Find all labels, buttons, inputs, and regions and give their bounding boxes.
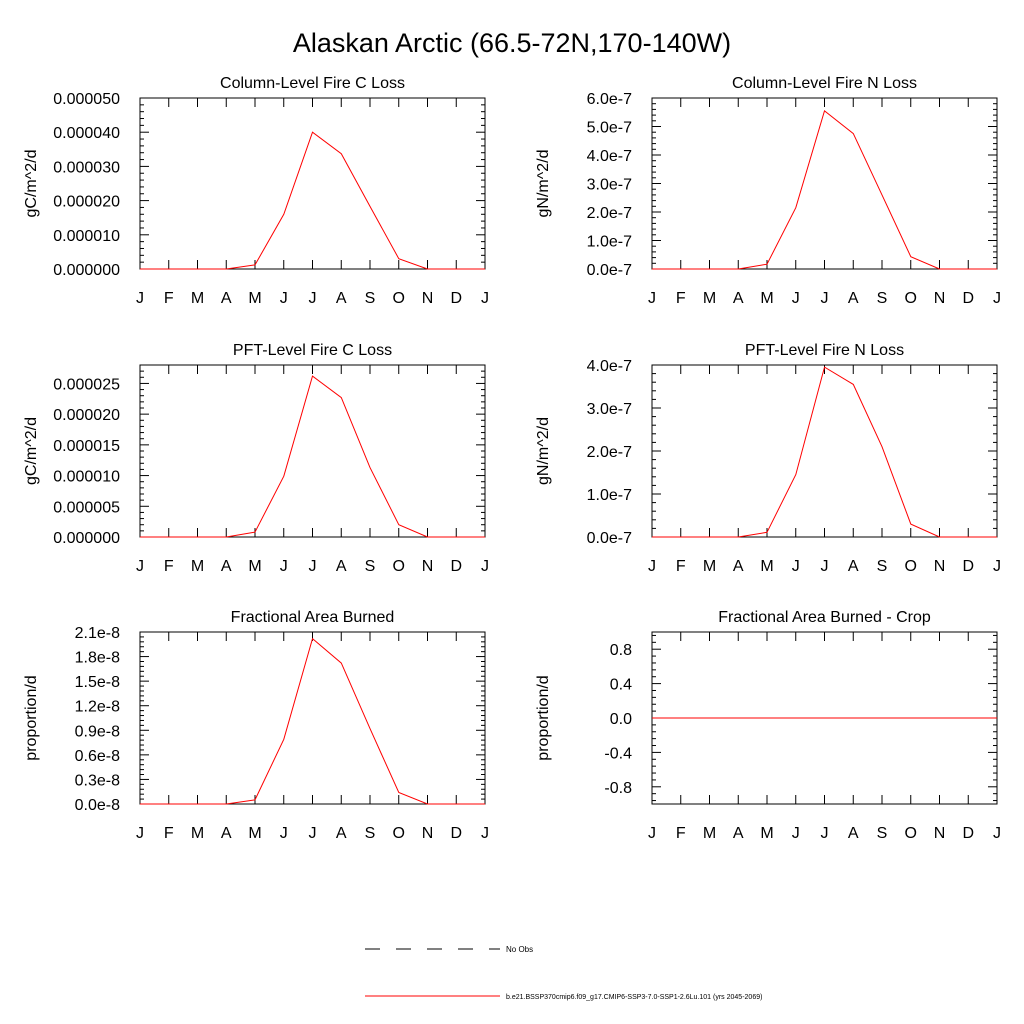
- y-axis-label: gN/m^2/d: [535, 149, 552, 218]
- y-tick-label: 0.000020: [53, 193, 120, 211]
- x-tick-label: F: [675, 290, 686, 307]
- x-tick-label: J: [820, 558, 829, 575]
- x-tick-label: M: [248, 290, 262, 307]
- y-tick-label: 0.000005: [53, 499, 120, 517]
- x-tick-label: J: [648, 825, 656, 842]
- x-tick-label: O: [904, 558, 917, 575]
- x-tick-label: A: [732, 558, 744, 575]
- x-tick-label: N: [933, 825, 946, 842]
- x-tick-label: D: [450, 825, 463, 842]
- x-tick-label: J: [136, 558, 144, 575]
- x-tick-label: M: [190, 558, 205, 575]
- series-line: [652, 111, 997, 269]
- x-tick-label: D: [962, 290, 975, 307]
- y-tick-label: 3.0e-7: [586, 401, 632, 418]
- x-tick-label: N: [933, 558, 946, 575]
- plot-frame: [652, 98, 997, 269]
- x-tick-label: J: [993, 825, 1001, 842]
- x-tick-label: O: [904, 290, 917, 307]
- y-tick-label: 1.8e-8: [74, 649, 120, 667]
- x-tick-label: S: [364, 825, 376, 842]
- x-tick-label: F: [163, 825, 174, 842]
- x-tick-label: A: [847, 558, 859, 575]
- y-tick-label: 3.0e-7: [586, 176, 632, 194]
- x-tick-label: J: [481, 558, 489, 575]
- x-tick-label: J: [136, 825, 144, 842]
- y-tick-label: 4.0e-7: [586, 358, 632, 375]
- y-tick-label: 0.000020: [53, 407, 120, 425]
- y-axis-label: proportion/d: [23, 675, 40, 761]
- x-tick-label: A: [847, 290, 859, 307]
- y-axis-label: proportion/d: [535, 675, 552, 761]
- x-tick-label: M: [248, 825, 262, 842]
- x-tick-label: A: [220, 290, 232, 307]
- y-tick-label: 0.8: [609, 642, 632, 660]
- x-tick-label: J: [481, 825, 489, 842]
- y-tick-label: 0.000015: [53, 437, 120, 455]
- x-tick-label: A: [335, 290, 347, 307]
- series-line: [140, 132, 485, 269]
- x-tick-label: D: [450, 290, 463, 307]
- x-tick-label: N: [421, 825, 434, 842]
- series-line: [652, 367, 997, 537]
- y-tick-label: 2.0e-7: [586, 444, 632, 461]
- y-tick-label: 0.000010: [53, 468, 120, 486]
- x-tick-label: M: [190, 825, 205, 842]
- x-tick-label: J: [648, 290, 656, 307]
- y-tick-label: 0.9e-8: [74, 723, 120, 741]
- x-tick-label: M: [702, 558, 717, 575]
- panels: [23, 75, 1001, 842]
- chart-panel-4: [535, 342, 1001, 575]
- y-tick-label: 2.1e-8: [74, 625, 120, 642]
- x-tick-label: F: [675, 825, 686, 842]
- x-tick-label: A: [732, 290, 744, 307]
- y-tick-label: 0.000025: [53, 376, 120, 394]
- x-tick-label: D: [962, 558, 975, 575]
- x-tick-label: A: [732, 825, 744, 842]
- chart-title: Column-Level Fire C Loss: [220, 75, 405, 92]
- x-tick-label: J: [993, 290, 1001, 307]
- y-tick-label: 2.0e-7: [586, 205, 632, 222]
- x-tick-label: A: [220, 825, 232, 842]
- x-tick-label: F: [675, 558, 686, 575]
- x-tick-label: A: [335, 825, 347, 842]
- x-tick-label: S: [876, 558, 888, 575]
- x-tick-label: O: [904, 825, 917, 842]
- x-tick-label: M: [760, 290, 774, 307]
- x-tick-label: N: [421, 290, 434, 307]
- plot-frame: [140, 632, 485, 804]
- plot-frame: [652, 365, 997, 537]
- chart-panel-6: [535, 609, 1001, 842]
- y-tick-label: -0.4: [604, 745, 632, 763]
- y-tick-label: -0.8: [604, 779, 632, 797]
- y-tick-label: 4.0e-7: [586, 148, 632, 165]
- plot-frame: [140, 365, 485, 537]
- x-tick-label: J: [993, 558, 1001, 575]
- y-tick-label: 0.0e-7: [586, 262, 632, 279]
- x-tick-label: S: [876, 825, 888, 842]
- x-tick-label: J: [481, 290, 489, 307]
- x-tick-label: J: [136, 290, 144, 307]
- y-tick-label: 6.0e-7: [586, 91, 632, 108]
- x-tick-label: J: [791, 825, 800, 842]
- x-tick-label: S: [876, 290, 888, 307]
- chart-panel-1: [23, 75, 489, 307]
- y-tick-label: 1.5e-8: [74, 674, 120, 692]
- x-tick-label: J: [820, 290, 829, 307]
- y-tick-label: 1.2e-8: [74, 698, 120, 716]
- x-tick-label: S: [364, 558, 376, 575]
- x-tick-label: D: [450, 558, 463, 575]
- series-line: [140, 639, 485, 804]
- chart-title: Fractional Area Burned: [230, 609, 395, 626]
- x-tick-label: M: [760, 558, 774, 575]
- x-tick-label: M: [190, 290, 205, 307]
- y-tick-label: 0.0: [609, 711, 632, 728]
- chart-title: Column-Level Fire N Loss: [732, 75, 917, 92]
- x-tick-label: O: [392, 290, 405, 307]
- y-tick-label: 5.0e-7: [586, 119, 632, 137]
- y-tick-label: 0.0e-7: [586, 530, 632, 547]
- figure-title: Alaskan Arctic (66.5-72N,170-140W): [292, 28, 732, 58]
- x-tick-label: S: [364, 290, 376, 307]
- x-tick-label: A: [847, 825, 859, 842]
- x-tick-label: F: [163, 558, 174, 575]
- x-tick-label: O: [392, 825, 405, 842]
- x-tick-label: J: [308, 558, 317, 575]
- legend: [365, 945, 762, 1001]
- y-tick-label: 0.3e-8: [74, 772, 120, 790]
- x-tick-label: N: [421, 558, 434, 575]
- chart-title: PFT-Level Fire C Loss: [232, 342, 393, 359]
- x-tick-label: J: [308, 290, 317, 307]
- x-tick-label: J: [279, 290, 288, 307]
- y-axis-label: gN/m^2/d: [535, 417, 552, 485]
- x-tick-label: J: [279, 558, 288, 575]
- x-tick-label: J: [279, 825, 288, 842]
- y-tick-label: 0.000000: [53, 530, 120, 547]
- x-tick-label: M: [702, 290, 717, 307]
- x-tick-label: N: [933, 290, 946, 307]
- x-tick-label: A: [335, 558, 347, 575]
- y-tick-label: 0.000010: [53, 227, 120, 245]
- x-tick-label: F: [163, 290, 174, 307]
- y-tick-label: 1.0e-7: [586, 487, 632, 504]
- chart-panel-5: [23, 609, 489, 842]
- x-tick-label: O: [392, 558, 405, 575]
- series-line: [140, 376, 485, 537]
- chart-title: PFT-Level Fire N Loss: [744, 342, 905, 359]
- y-tick-label: 1.0e-7: [586, 233, 632, 251]
- x-tick-label: M: [248, 558, 262, 575]
- x-tick-label: J: [820, 825, 829, 842]
- chart-panel-2: [535, 75, 1001, 307]
- x-tick-label: A: [220, 558, 232, 575]
- x-tick-label: J: [791, 558, 800, 575]
- x-tick-label: J: [648, 558, 656, 575]
- x-tick-label: D: [962, 825, 975, 842]
- y-tick-label: 0.000000: [53, 262, 120, 279]
- y-tick-label: 0.000030: [53, 159, 120, 177]
- y-tick-label: 0.6e-8: [74, 747, 120, 765]
- y-axis-label: gC/m^2/d: [23, 417, 40, 485]
- x-tick-label: J: [308, 825, 317, 842]
- legend-obs-label: No Obs: [506, 945, 534, 954]
- x-tick-label: M: [760, 825, 774, 842]
- y-tick-label: 0.000050: [53, 91, 120, 108]
- y-tick-label: 0.0e-8: [74, 797, 120, 814]
- plot-frame: [140, 98, 485, 269]
- x-tick-label: J: [791, 290, 800, 307]
- legend-model-label: b.e21.BSSP370cmip6.f09_g17.CMIP6-SSP3-7.0-SSP1-2.6Lu.101 (yrs 2045-2069): [506, 994, 763, 1001]
- x-tick-label: M: [702, 825, 717, 842]
- y-tick-label: 0.4: [609, 676, 632, 694]
- y-tick-label: 0.000040: [53, 125, 120, 143]
- chart-panel-3: [23, 342, 489, 575]
- chart-title: Fractional Area Burned - Crop: [718, 609, 931, 626]
- y-axis-label: gC/m^2/d: [23, 149, 40, 218]
